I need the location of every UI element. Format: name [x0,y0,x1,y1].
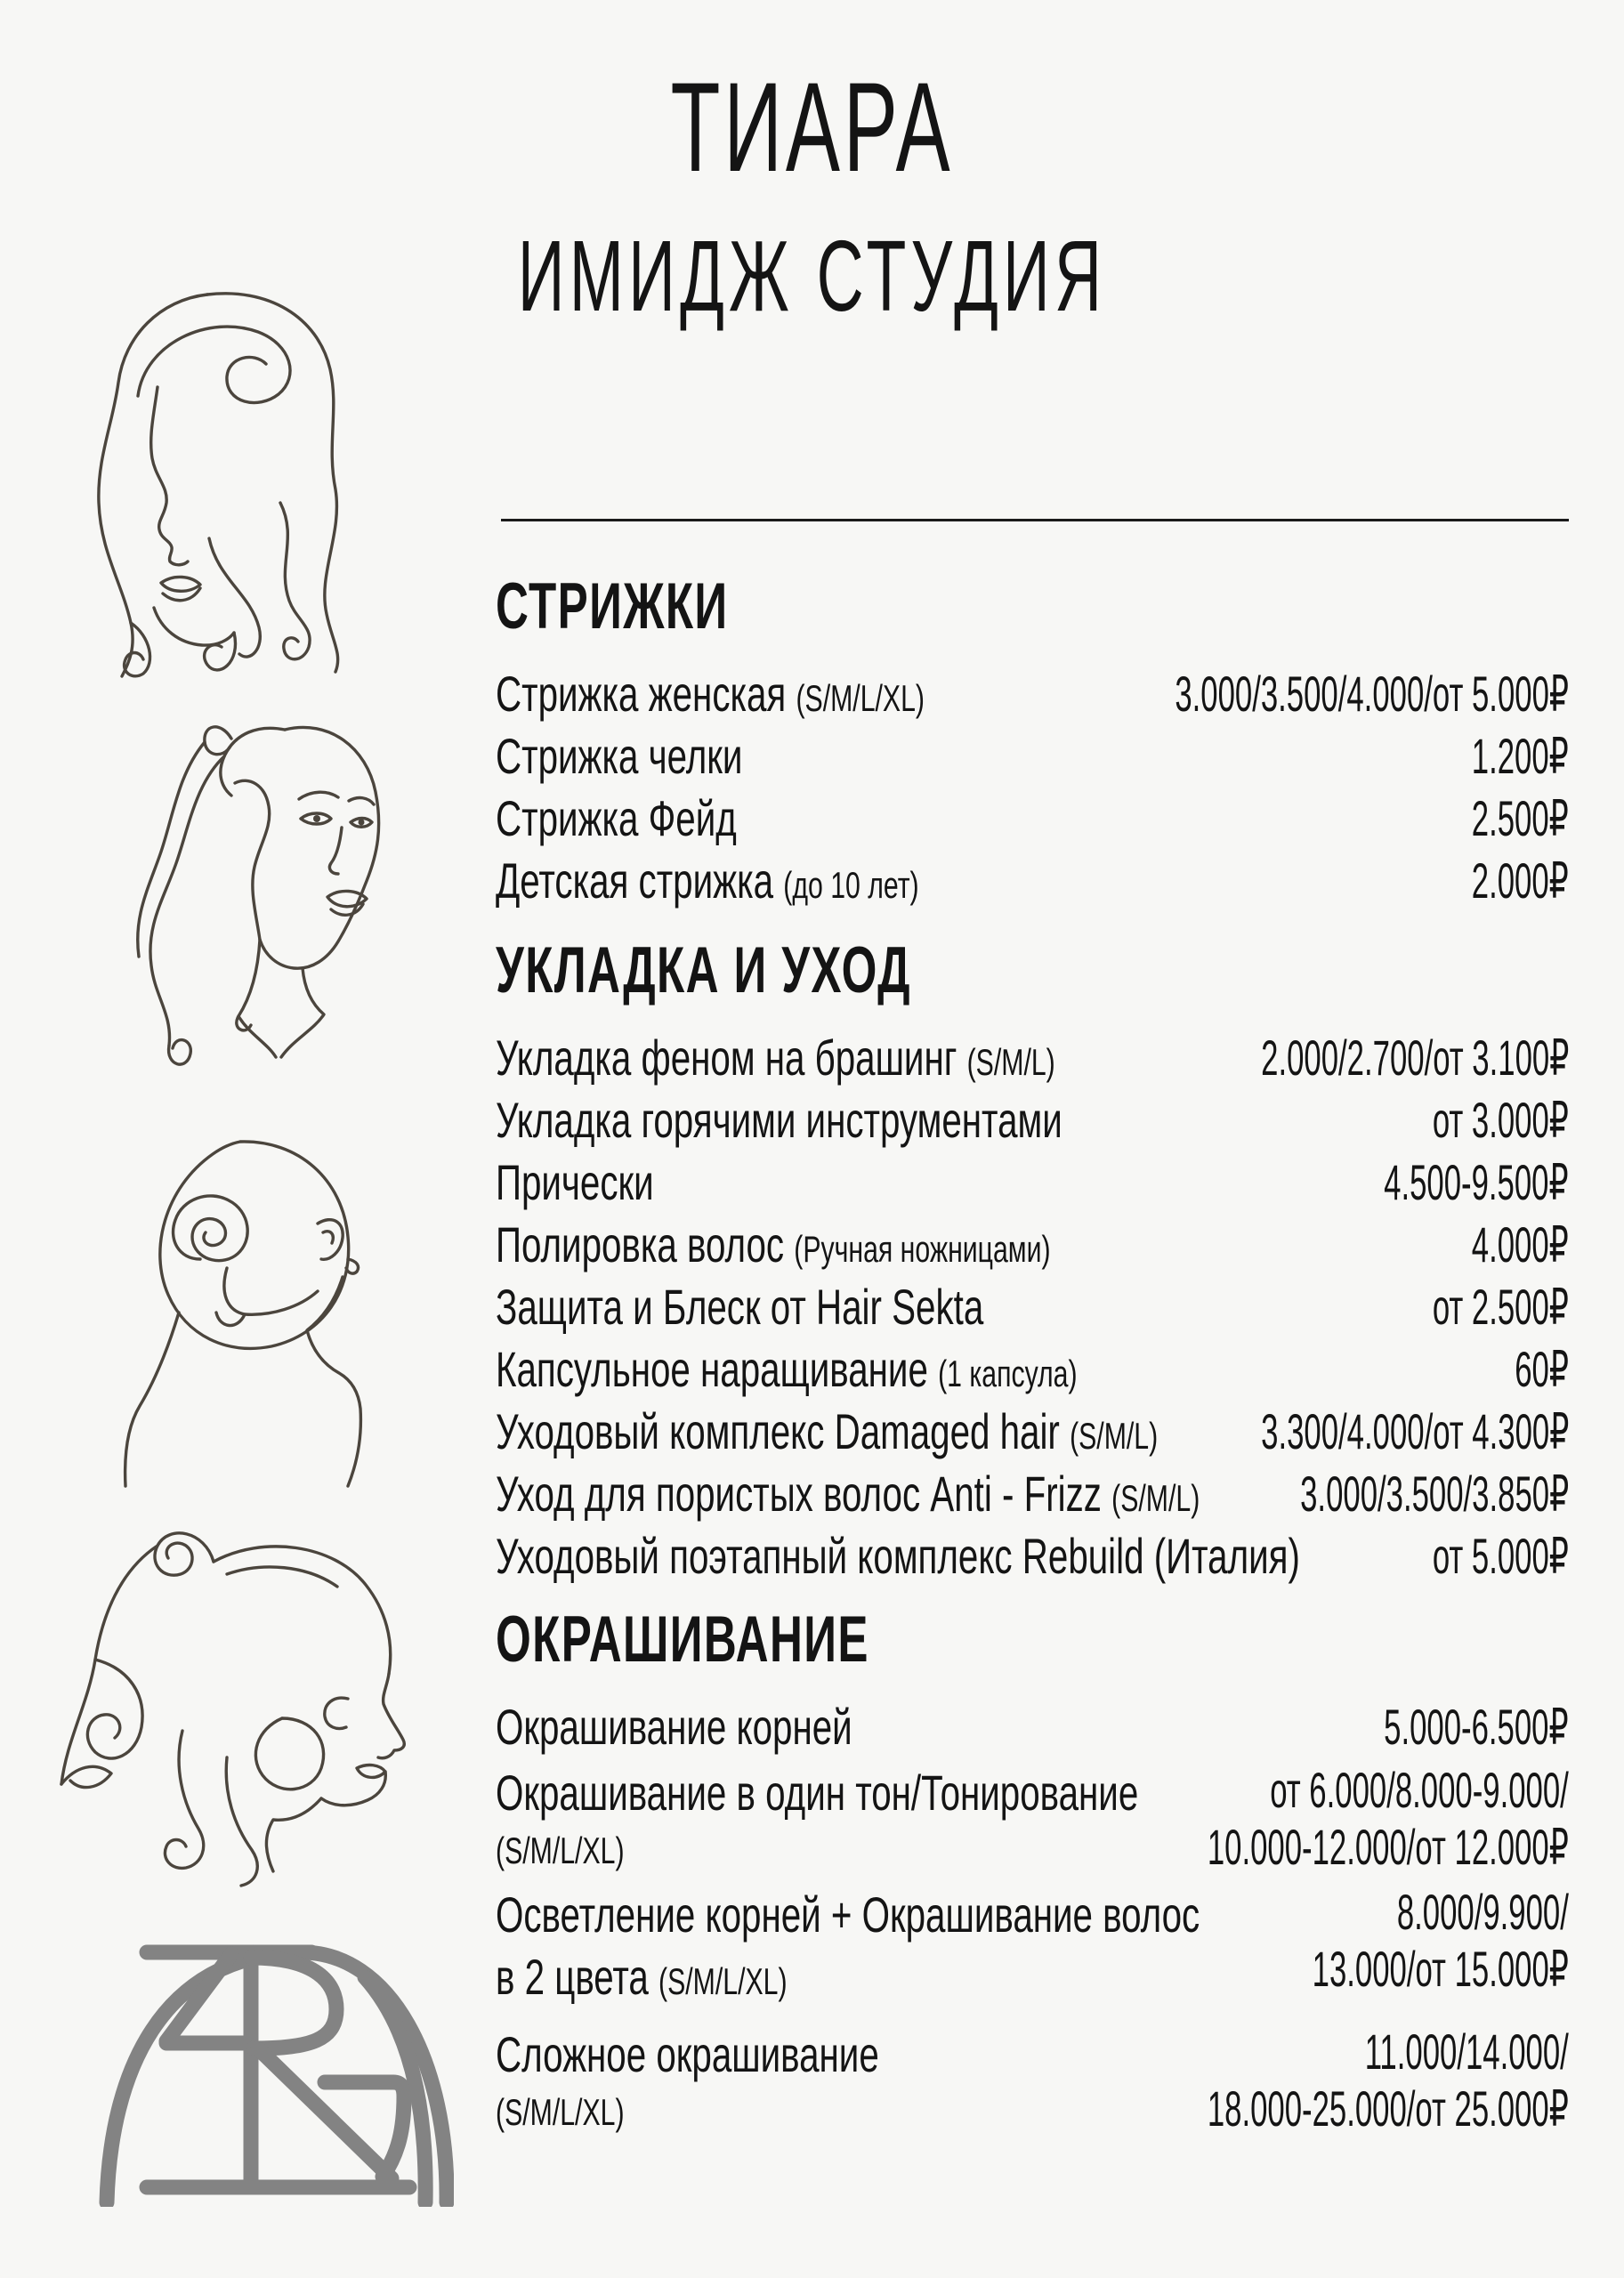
service-sizes-label: (S/M/L/XL) [658,1960,788,2002]
service-price [1472,791,1569,846]
services-menu [496,570,1569,2137]
service-price-line: от 3.000₽ [1432,1092,1569,1149]
service-price-line: 1.200₽ [1472,728,1569,785]
service-price [1208,2024,1569,2137]
service-sizes-label: (S/M/L) [1070,1415,1159,1458]
service-name-text: Защита и Блеск от Hair Sekta [496,1279,984,1336]
service-name-text: Уходовый комплекс Damaged hair [496,1403,1060,1460]
service-price-line: от 2.500₽ [1432,1279,1569,1336]
service-price-line: 3.000/3.500/3.850₽ [1299,1466,1569,1523]
service-name-text: Укладка горячими инструментами [496,1092,1062,1149]
service-row [496,725,1569,788]
service-name [496,1030,1055,1086]
service-price-line: 18.000-25.000/от 25.000₽ [1208,2080,1569,2137]
service-name [496,1342,1078,1397]
service-price-line: 3.300/4.000/от 4.300₽ [1260,1403,1569,1460]
service-price [1300,1466,1569,1522]
service-price [1433,1529,1569,1584]
service-price [1515,1342,1569,1397]
service-price-line: 3.000/3.500/4.000/от 5.000₽ [1175,666,1569,723]
service-sizes-label: (1 капсула) [938,1353,1078,1395]
monogram-logo-icon [98,1940,454,2207]
service-name-text: Капсульное наращивание [496,1341,928,1398]
service-price [1433,1093,1569,1148]
service-price-line: 4.500-9.500₽ [1384,1154,1569,1211]
section-title: ОКРАШИВАНИЕ [496,1603,869,1676]
service-name-text: Детская стрижка [496,852,774,909]
line-art-woman-bun-back-icon [93,1126,387,1490]
service-name [496,1762,1268,1873]
service-row [496,1027,1569,1089]
service-name [496,1280,983,1335]
service-price [1175,666,1569,722]
service-row [496,1525,1569,1587]
service-name [496,666,925,722]
studio-subtitle: ИМИДЖ СТУДИЯ [517,220,1107,332]
service-name-text: Осветление корней + Окрашивание волос [496,1886,1200,1943]
service-price [1472,729,1569,784]
service-row [496,1463,1569,1525]
service-name-text: Окрашивание в один тон/Тонирование [496,1765,1139,1821]
line-art-woman-wavy-hair-icon [76,280,369,685]
service-price-line: 5.000-6.500₽ [1384,1699,1569,1756]
service-name [496,1700,852,1755]
service-name-text: Уходовый поэтапный комплекс Rebuild (Италия) [496,1528,1300,1585]
service-name-text: Сложное окрашивание [496,2026,879,2082]
service-name-text: Окрашивание корней [496,1699,852,1756]
service-name [496,2024,1268,2135]
service-price [1313,1884,1569,1998]
service-name [496,1466,1200,1522]
service-name-text: Полировка волос [496,1216,785,1273]
service-name-text: Стрижка челки [496,728,743,785]
service-price [1385,1700,1569,1755]
service-price [1261,1404,1569,1459]
service-name [496,791,737,846]
service-price-line: 2.500₽ [1472,790,1569,847]
service-price-line: 2.000₽ [1472,852,1569,909]
service-row [496,663,1569,725]
studio-title: ТИАРА [670,57,954,198]
service-row [496,1214,1569,1276]
service-name [496,1155,654,1210]
service-row [496,1276,1569,1338]
service-price [1472,853,1569,909]
service-sizes-label: (S/M/L/XL) [796,677,925,720]
service-price-line: 13.000/от 15.000₽ [1312,1941,1569,1997]
section-title: УКЛАДКА И УХОД [496,934,911,1006]
service-sizes-label: (S/M/L) [1111,1477,1200,1520]
service-row [496,1758,1569,1873]
service-row [496,788,1569,850]
service-row [496,1089,1569,1151]
service-name [496,1217,1051,1272]
service-price-line: 60₽ [1515,1341,1569,1398]
service-price [1385,1155,1569,1210]
service-price-line: 10.000-12.000/от 12.000₽ [1208,1819,1569,1875]
service-name-text: Уход для пористых волос Anti - Frizz [496,1466,1102,1523]
line-art-woman-ponytail-icon [125,703,427,1072]
service-price-line: от 5.000₽ [1432,1528,1569,1585]
service-row [496,850,1569,912]
service-price [1208,1762,1569,1876]
service-row [496,1151,1569,1214]
service-name [496,1884,1268,2013]
service-row [496,1338,1569,1401]
service-price-line: 4.000₽ [1472,1216,1569,1273]
service-sizes-label: (до 10 лет) [783,864,919,907]
service-price-line: 8.000/9.900/ [1396,1884,1569,1940]
service-row [496,1401,1569,1463]
service-name-text: Укладка феном на брашинг [496,1030,957,1086]
service-row [496,1696,1569,1758]
service-price-line: 11.000/14.000/ [1364,2024,1569,2080]
service-name-text: Стрижка Фейд [496,790,737,847]
service-price-line: 2.000/2.700/от 3.100₽ [1260,1030,1569,1086]
service-sizes-label: (S/M/L/XL) [496,2091,625,2133]
service-row [496,1880,1569,2013]
service-sizes-label: (S/M/L) [966,1041,1055,1084]
service-name-text: Прически [496,1154,654,1211]
divider-line [501,519,1569,521]
service-name [496,1529,1300,1584]
section-title: СТРИЖКИ [496,570,729,642]
service-name-text: Стрижка женская [496,666,787,723]
service-price [1433,1280,1569,1335]
service-name [496,1093,1062,1148]
service-price [1261,1030,1569,1086]
service-price-line: от 6.000/8.000-9.000/ [1270,1762,1569,1818]
service-sizes-label: (Ручная ножницами) [794,1228,1051,1271]
service-name [496,729,742,784]
line-art-woman-profile-icon [49,1508,432,1904]
service-name [496,853,919,909]
service-name [496,1404,1158,1459]
service-sizes-label: (S/M/L/XL) [496,1830,625,1871]
service-price [1472,1217,1569,1272]
service-name-text: в 2 цвета [496,1949,649,2005]
service-row [496,2020,1569,2135]
